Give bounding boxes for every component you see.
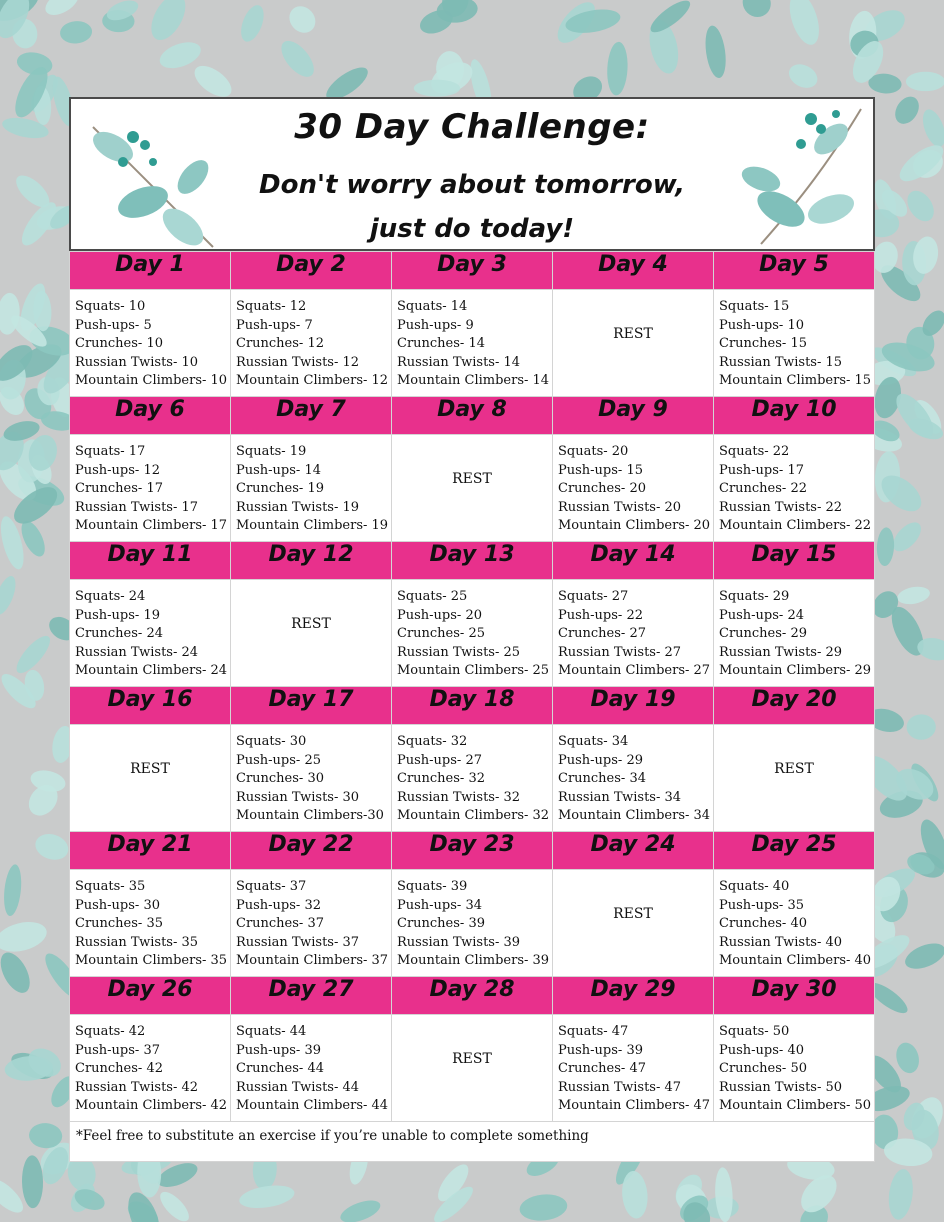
subtitle-line-1: Don't worry about tomorrow, bbox=[259, 170, 685, 200]
header-banner bbox=[69, 97, 875, 251]
exercise-line: Mountain Climbers- 17 bbox=[75, 518, 228, 534]
exercise-line: Russian Twists- 30 bbox=[236, 789, 360, 805]
exercise-line: Mountain Climbers- 32 bbox=[397, 808, 550, 824]
exercise-line: Squats- 14 bbox=[397, 299, 468, 314]
challenge-sheet bbox=[69, 97, 875, 1162]
exercise-line: Squats- 15 bbox=[719, 299, 790, 314]
day-label: Day 25 bbox=[714, 832, 875, 870]
leaf-shape bbox=[876, 527, 895, 566]
day-body-row bbox=[70, 290, 875, 397]
day-body-row bbox=[70, 1015, 875, 1122]
exercise-line: Push-ups- 39 bbox=[236, 1042, 321, 1058]
leaf-shape bbox=[703, 24, 729, 79]
leaf-shape bbox=[902, 186, 939, 226]
exercise-list bbox=[553, 1015, 713, 1116]
page-title: 30 Day Challenge: bbox=[294, 107, 650, 147]
exercise-line: Squats- 44 bbox=[236, 1024, 307, 1039]
exercise-line: Crunches- 29 bbox=[719, 626, 807, 642]
exercise-line: Push-ups- 39 bbox=[558, 1042, 643, 1058]
workout-cell bbox=[714, 870, 875, 977]
exercise-list bbox=[70, 870, 230, 971]
rest-text: REST bbox=[291, 616, 331, 632]
exercise-list bbox=[70, 435, 230, 536]
leaf-shape bbox=[896, 584, 931, 607]
workout-cell bbox=[553, 435, 714, 542]
exercise-line: Russian Twists- 39 bbox=[397, 934, 521, 950]
leaf-shape bbox=[890, 92, 923, 128]
exercise-line: Squats- 37 bbox=[236, 879, 307, 894]
workout-cell bbox=[392, 870, 553, 977]
rest-day-cell bbox=[553, 870, 714, 977]
exercise-line: Mountain Climbers- 25 bbox=[397, 663, 550, 679]
exercise-line: Squats- 24 bbox=[75, 589, 146, 604]
leaf-shape bbox=[606, 41, 629, 96]
exercise-line: Push-ups- 19 bbox=[75, 607, 160, 623]
leaf-shape bbox=[893, 1040, 922, 1076]
leaf-shape bbox=[238, 1182, 296, 1212]
leaf-shape bbox=[886, 1168, 915, 1221]
exercise-line: Push-ups- 25 bbox=[236, 752, 321, 768]
exercise-line: Squats- 34 bbox=[558, 734, 629, 749]
workout-cell bbox=[231, 870, 392, 977]
day-body-row bbox=[70, 870, 875, 977]
day-label: Day 13 bbox=[392, 542, 553, 580]
exercise-line: Russian Twists- 19 bbox=[236, 499, 360, 515]
exercise-list bbox=[392, 725, 552, 826]
leaf-shape bbox=[284, 1, 321, 38]
leaf-shape bbox=[894, 139, 944, 188]
exercise-line: Russian Twists- 15 bbox=[719, 354, 843, 370]
day-label: Day 15 bbox=[714, 542, 875, 580]
exercise-list bbox=[70, 580, 230, 681]
day-header-row bbox=[70, 687, 875, 725]
exercise-line: Russian Twists- 20 bbox=[558, 499, 682, 515]
exercise-line: Squats- 20 bbox=[558, 444, 629, 459]
day-header-row bbox=[70, 542, 875, 580]
exercise-line: Crunches- 27 bbox=[558, 626, 646, 642]
exercise-list bbox=[392, 580, 552, 681]
exercise-line: Mountain Climbers- 19 bbox=[236, 518, 389, 534]
exercise-line: Mountain Climbers- 29 bbox=[719, 663, 872, 679]
exercise-line: Russian Twists- 22 bbox=[719, 499, 843, 515]
day-label: Day 18 bbox=[392, 687, 553, 725]
exercise-list bbox=[714, 870, 874, 971]
rest-day-cell bbox=[70, 725, 231, 832]
exercise-line: Crunches- 25 bbox=[397, 626, 485, 642]
leaf-shape bbox=[41, 0, 83, 20]
workout-cell bbox=[553, 580, 714, 687]
exercise-list bbox=[231, 725, 391, 826]
day-body-row bbox=[70, 725, 875, 832]
exercise-line: Squats- 27 bbox=[558, 589, 629, 604]
day-body-row bbox=[70, 580, 875, 687]
rest-text: REST bbox=[130, 761, 170, 777]
rest-day-cell bbox=[392, 1015, 553, 1122]
exercise-line: Russian Twists- 27 bbox=[558, 644, 682, 660]
exercise-line: Crunches- 15 bbox=[719, 336, 807, 352]
workout-cell bbox=[714, 580, 875, 687]
exercise-list bbox=[231, 435, 391, 536]
day-label: Day 2 bbox=[231, 252, 392, 290]
exercise-line: Squats- 19 bbox=[236, 444, 307, 459]
exercise-line: Squats- 47 bbox=[558, 1024, 629, 1039]
day-label: Day 27 bbox=[231, 977, 392, 1015]
exercise-line: Crunches- 19 bbox=[236, 481, 324, 497]
exercise-list bbox=[231, 870, 391, 971]
exercise-line: Squats- 22 bbox=[719, 444, 790, 459]
footer-note: *Feel free to substitute an exercise if you’re unable to complete something bbox=[69, 1122, 875, 1162]
exercise-line: Russian Twists- 34 bbox=[558, 789, 682, 805]
day-label: Day 5 bbox=[714, 252, 875, 290]
rest-text: REST bbox=[613, 326, 653, 342]
exercise-line: Push-ups- 7 bbox=[236, 317, 313, 333]
workout-cell bbox=[231, 725, 392, 832]
workout-cell bbox=[392, 290, 553, 397]
exercise-line: Mountain Climbers- 15 bbox=[719, 373, 872, 389]
exercise-line: Crunches- 22 bbox=[719, 481, 807, 497]
eucalyptus-right-icon bbox=[721, 99, 871, 249]
workout-cell bbox=[553, 1015, 714, 1122]
day-label: Day 12 bbox=[231, 542, 392, 580]
exercise-line: Russian Twists- 10 bbox=[75, 354, 199, 370]
leaf-shape bbox=[0, 573, 20, 617]
exercise-line: Push-ups- 30 bbox=[75, 897, 160, 913]
rest-day-cell bbox=[231, 580, 392, 687]
exercise-line: Squats- 50 bbox=[719, 1024, 790, 1039]
rest-label bbox=[392, 435, 552, 487]
rest-text: REST bbox=[774, 761, 814, 777]
rest-day-cell bbox=[553, 290, 714, 397]
exercise-line: Russian Twists- 47 bbox=[558, 1079, 682, 1095]
exercise-line: Push-ups- 20 bbox=[397, 607, 482, 623]
day-header-row bbox=[70, 832, 875, 870]
leaf-shape bbox=[22, 1155, 44, 1208]
exercise-line: Push-ups- 27 bbox=[397, 752, 482, 768]
exercise-list bbox=[553, 435, 713, 536]
exercise-list bbox=[70, 1015, 230, 1116]
exercise-line: Push-ups- 12 bbox=[75, 462, 160, 478]
exercise-line: Mountain Climbers- 47 bbox=[558, 1098, 711, 1114]
exercise-line: Mountain Climbers- 14 bbox=[397, 373, 550, 389]
exercise-line: Russian Twists- 14 bbox=[397, 354, 521, 370]
day-header-row bbox=[70, 977, 875, 1015]
exercise-line: Squats- 25 bbox=[397, 589, 468, 604]
exercise-line: Squats- 40 bbox=[719, 879, 790, 894]
exercise-line: Squats- 12 bbox=[236, 299, 307, 314]
exercise-line: Mountain Climbers- 22 bbox=[719, 518, 872, 534]
day-label: Day 20 bbox=[714, 687, 875, 725]
exercise-list bbox=[392, 290, 552, 391]
exercise-list bbox=[714, 435, 874, 536]
exercise-list bbox=[714, 1015, 874, 1116]
exercise-list bbox=[231, 290, 391, 391]
exercise-line: Push-ups- 24 bbox=[719, 607, 804, 623]
rest-label bbox=[231, 580, 391, 632]
rest-label bbox=[714, 725, 874, 777]
workout-cell bbox=[70, 290, 231, 397]
exercise-line: Squats- 29 bbox=[719, 589, 790, 604]
exercise-line: Crunches- 30 bbox=[236, 771, 324, 787]
exercise-line: Russian Twists- 37 bbox=[236, 934, 360, 950]
workout-cell bbox=[714, 1015, 875, 1122]
workout-cell bbox=[392, 580, 553, 687]
workout-cell bbox=[714, 435, 875, 542]
day-label: Day 8 bbox=[392, 397, 553, 435]
leaf-shape bbox=[275, 35, 320, 82]
exercise-list bbox=[714, 580, 874, 681]
leaf-shape bbox=[338, 1196, 384, 1222]
exercise-line: Push-ups- 15 bbox=[558, 462, 643, 478]
exercise-line: Mountain Climbers- 24 bbox=[75, 663, 228, 679]
exercise-line: Push-ups- 10 bbox=[719, 317, 804, 333]
leaf-shape bbox=[414, 80, 460, 97]
leaf-shape bbox=[737, 0, 777, 23]
exercise-line: Push-ups- 17 bbox=[719, 462, 804, 478]
day-header-row bbox=[70, 397, 875, 435]
leaf-shape bbox=[518, 1192, 568, 1222]
leaf-shape bbox=[0, 948, 36, 998]
leaf-shape bbox=[0, 917, 50, 956]
day-label: Day 17 bbox=[231, 687, 392, 725]
leaf-shape bbox=[906, 714, 936, 740]
leaf-shape bbox=[906, 72, 944, 91]
workout-cell bbox=[231, 290, 392, 397]
day-label: Day 7 bbox=[231, 397, 392, 435]
day-label: Day 30 bbox=[714, 977, 875, 1015]
exercise-line: Crunches- 32 bbox=[397, 771, 485, 787]
exercise-line: Crunches- 42 bbox=[75, 1061, 163, 1077]
exercise-line: Russian Twists- 12 bbox=[236, 354, 360, 370]
exercise-line: Russian Twists- 17 bbox=[75, 499, 199, 515]
exercise-line: Crunches- 17 bbox=[75, 481, 163, 497]
exercise-line: Crunches- 39 bbox=[397, 916, 485, 932]
day-label: Day 4 bbox=[553, 252, 714, 290]
leaf-shape bbox=[156, 1187, 194, 1222]
workout-cell bbox=[70, 1015, 231, 1122]
workout-cell bbox=[714, 290, 875, 397]
exercise-line: Crunches- 47 bbox=[558, 1061, 646, 1077]
rest-text: REST bbox=[613, 906, 653, 922]
leaf-shape bbox=[784, 0, 825, 48]
exercise-line: Crunches- 44 bbox=[236, 1061, 324, 1077]
exercise-line: Push-ups- 22 bbox=[558, 607, 643, 623]
exercise-line: Mountain Climbers-30 bbox=[236, 808, 384, 824]
day-label: Day 24 bbox=[553, 832, 714, 870]
day-label: Day 23 bbox=[392, 832, 553, 870]
day-label: Day 28 bbox=[392, 977, 553, 1015]
day-label: Day 11 bbox=[70, 542, 231, 580]
exercise-line: Mountain Climbers- 37 bbox=[236, 953, 389, 969]
exercise-line: Crunches- 10 bbox=[75, 336, 163, 352]
exercise-list bbox=[714, 290, 874, 391]
day-label: Day 19 bbox=[553, 687, 714, 725]
exercise-line: Mountain Climbers- 44 bbox=[236, 1098, 389, 1114]
exercise-line: Crunches- 37 bbox=[236, 916, 324, 932]
workout-cell bbox=[231, 1015, 392, 1122]
rest-label bbox=[553, 290, 713, 342]
day-label: Day 22 bbox=[231, 832, 392, 870]
workout-cell bbox=[70, 870, 231, 977]
workout-cell bbox=[231, 435, 392, 542]
exercise-line: Push-ups- 29 bbox=[558, 752, 643, 768]
day-label: Day 14 bbox=[553, 542, 714, 580]
exercise-line: Mountain Climbers- 40 bbox=[719, 953, 872, 969]
exercise-line: Push-ups- 32 bbox=[236, 897, 321, 913]
day-label: Day 29 bbox=[553, 977, 714, 1015]
leaf-shape bbox=[2, 864, 24, 917]
day-label: Day 1 bbox=[70, 252, 231, 290]
exercise-line: Squats- 17 bbox=[75, 444, 146, 459]
rest-label bbox=[392, 1015, 552, 1067]
exercise-line: Squats- 42 bbox=[75, 1024, 146, 1039]
day-label: Day 10 bbox=[714, 397, 875, 435]
exercise-line: Push-ups- 9 bbox=[397, 317, 474, 333]
workout-cell bbox=[553, 725, 714, 832]
exercise-line: Mountain Climbers- 27 bbox=[558, 663, 711, 679]
leaf-shape bbox=[785, 60, 821, 93]
exercise-line: Push-ups- 40 bbox=[719, 1042, 804, 1058]
exercise-line: Russian Twists- 29 bbox=[719, 644, 843, 660]
exercise-line: Crunches- 34 bbox=[558, 771, 646, 787]
day-label: Day 21 bbox=[70, 832, 231, 870]
exercise-line: Push-ups- 37 bbox=[75, 1042, 160, 1058]
exercise-line: Mountain Climbers- 20 bbox=[558, 518, 711, 534]
leaf-shape bbox=[32, 830, 72, 864]
rest-text: REST bbox=[452, 471, 492, 487]
calendar-grid bbox=[69, 251, 875, 1122]
exercise-line: Russian Twists- 42 bbox=[75, 1079, 199, 1095]
exercise-list bbox=[231, 1015, 391, 1116]
workout-cell bbox=[70, 580, 231, 687]
leaf-shape bbox=[59, 20, 93, 45]
rest-day-cell bbox=[392, 435, 553, 542]
day-label: Day 9 bbox=[553, 397, 714, 435]
rest-label bbox=[553, 870, 713, 922]
exercise-list bbox=[553, 725, 713, 826]
exercise-line: Mountain Climbers- 12 bbox=[236, 373, 389, 389]
exercise-line: Crunches- 20 bbox=[558, 481, 646, 497]
exercise-line: Russian Twists- 24 bbox=[75, 644, 199, 660]
exercise-line: Push-ups- 5 bbox=[75, 317, 152, 333]
rest-label bbox=[70, 725, 230, 777]
exercise-line: Crunches- 50 bbox=[719, 1061, 807, 1077]
exercise-line: Squats- 10 bbox=[75, 299, 146, 314]
subtitle-line-2: just do today! bbox=[369, 214, 575, 244]
leaf-shape bbox=[888, 517, 926, 556]
exercise-line: Mountain Climbers- 42 bbox=[75, 1098, 228, 1114]
day-label: Day 3 bbox=[392, 252, 553, 290]
rest-day-cell bbox=[714, 725, 875, 832]
exercise-line: Crunches- 24 bbox=[75, 626, 163, 642]
day-label: Day 16 bbox=[70, 687, 231, 725]
exercise-line: Squats- 30 bbox=[236, 734, 307, 749]
exercise-line: Crunches- 40 bbox=[719, 916, 807, 932]
exercise-line: Squats- 32 bbox=[397, 734, 468, 749]
exercise-list bbox=[70, 290, 230, 391]
day-label: Day 26 bbox=[70, 977, 231, 1015]
workout-cell bbox=[392, 725, 553, 832]
exercise-line: Push-ups- 14 bbox=[236, 462, 321, 478]
exercise-line: Russian Twists- 35 bbox=[75, 934, 199, 950]
exercise-line: Mountain Climbers- 10 bbox=[75, 373, 228, 389]
day-header-row bbox=[70, 252, 875, 290]
exercise-line: Russian Twists- 32 bbox=[397, 789, 521, 805]
workout-cell bbox=[70, 435, 231, 542]
exercise-line: Squats- 39 bbox=[397, 879, 468, 894]
exercise-line: Crunches- 12 bbox=[236, 336, 324, 352]
day-label: Day 6 bbox=[70, 397, 231, 435]
exercise-line: Mountain Climbers- 39 bbox=[397, 953, 550, 969]
exercise-line: Push-ups- 34 bbox=[397, 897, 482, 913]
exercise-line: Russian Twists- 25 bbox=[397, 644, 521, 660]
exercise-list bbox=[553, 580, 713, 681]
exercise-line: Mountain Climbers- 35 bbox=[75, 953, 228, 969]
leaf-shape bbox=[919, 106, 944, 149]
exercise-line: Russian Twists- 50 bbox=[719, 1079, 843, 1095]
exercise-list bbox=[392, 870, 552, 971]
rest-text: REST bbox=[452, 1051, 492, 1067]
leaf-shape bbox=[237, 2, 269, 45]
exercise-line: Russian Twists- 44 bbox=[236, 1079, 360, 1095]
exercise-line: Russian Twists- 40 bbox=[719, 934, 843, 950]
exercise-line: Crunches- 35 bbox=[75, 916, 163, 932]
exercise-line: Mountain Climbers- 34 bbox=[558, 808, 711, 824]
exercise-line: Push-ups- 35 bbox=[719, 897, 804, 913]
exercise-line: Squats- 35 bbox=[75, 879, 146, 894]
exercise-line: Mountain Climbers- 50 bbox=[719, 1098, 872, 1114]
leaf-shape bbox=[144, 0, 192, 46]
exercise-line: Crunches- 14 bbox=[397, 336, 485, 352]
day-body-row bbox=[70, 435, 875, 542]
